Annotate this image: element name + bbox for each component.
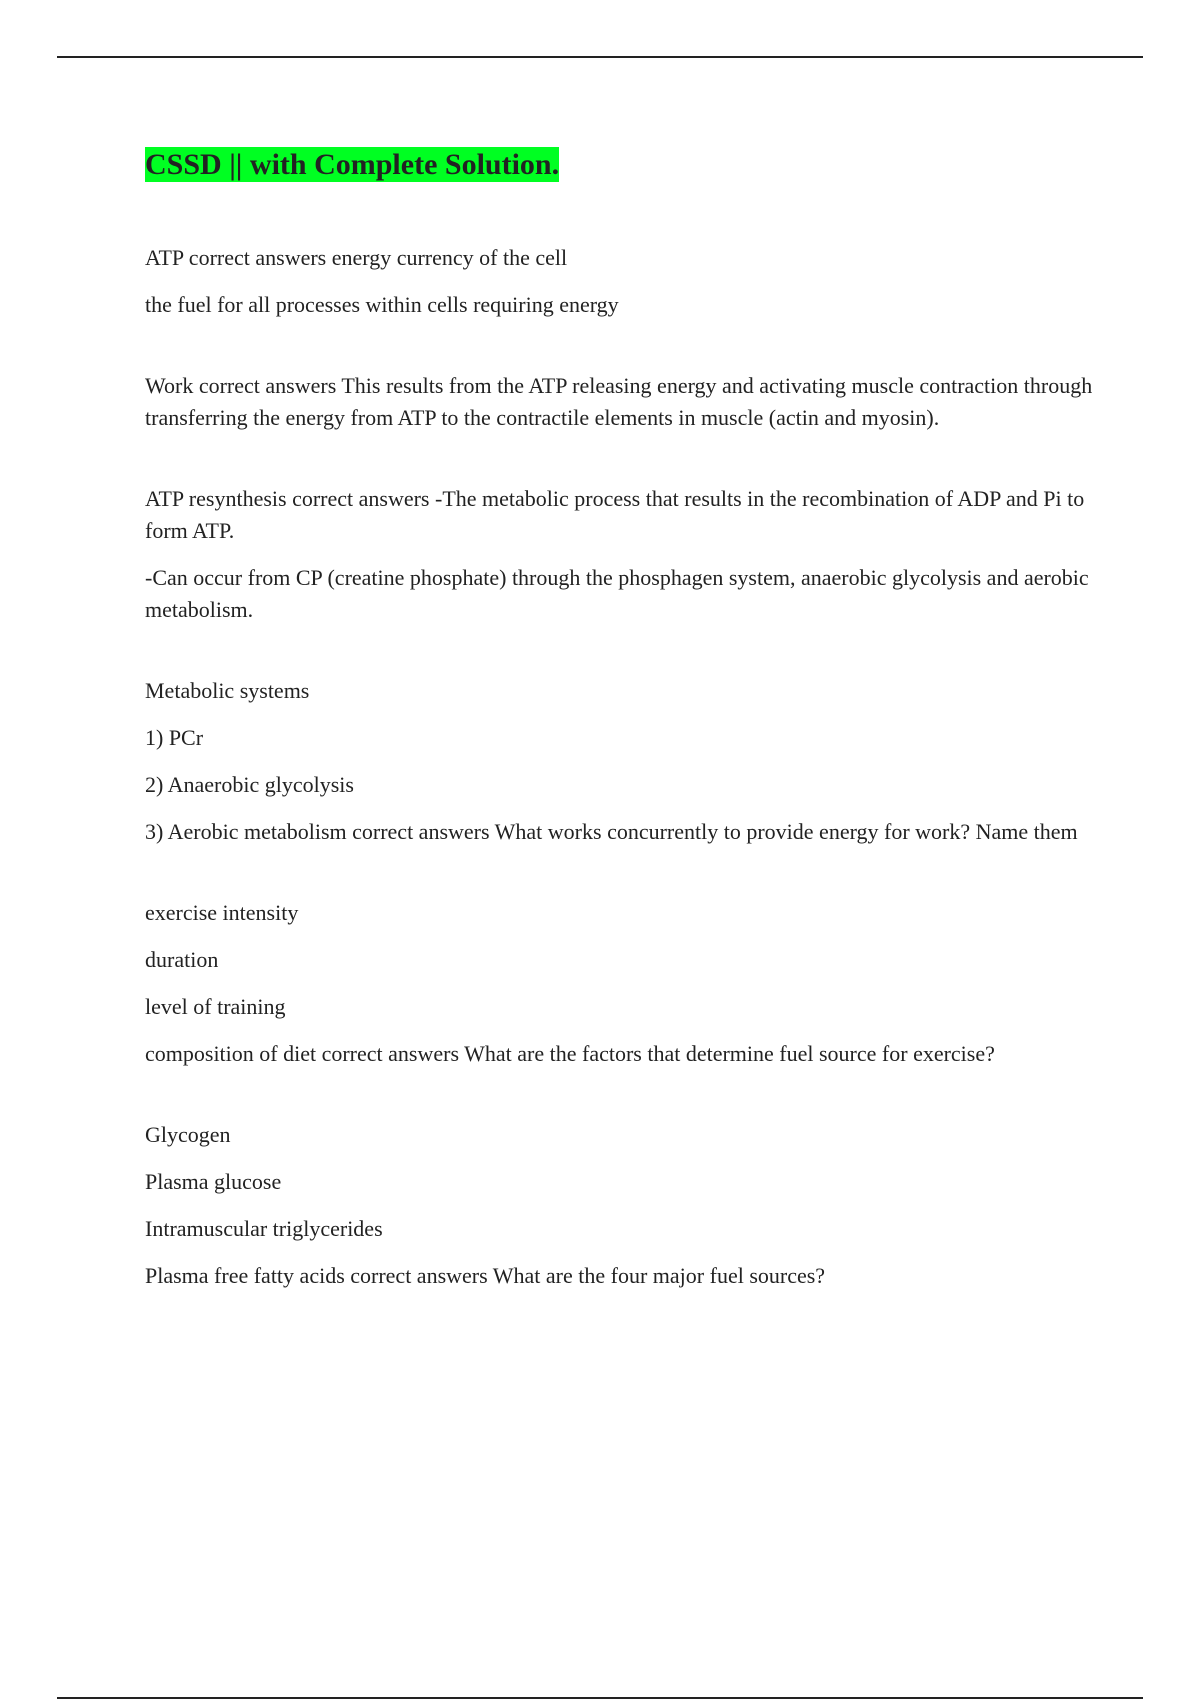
entry-paragraph: 3) Aerobic metabolism correct answers What works concurrently to provide energy for work? Name them	[145, 819, 1078, 844]
entry-paragraph: the fuel for all processes within cells requiring energy	[145, 292, 619, 317]
entry-paragraph: Plasma free fatty acids correct answers What are the four major fuel sources?	[145, 1263, 826, 1288]
qa-entry-atp	[145, 242, 1095, 321]
qa-entry-fuel-sources	[145, 1119, 1095, 1292]
entry-paragraph: 1) PCr	[145, 725, 204, 750]
qa-entry-work	[145, 370, 1095, 434]
top-rule	[57, 56, 1143, 58]
entry-paragraph: Glycogen	[145, 1122, 231, 1147]
entry-paragraph: exercise intensity	[145, 900, 299, 925]
entry-paragraph: level of training	[145, 994, 286, 1019]
entry-paragraph: ATP resynthesis correct answers -The metabolic process that results in the recombination of ADP and Pi to form ATP.	[145, 486, 1085, 543]
qa-entry-fuel-factors	[145, 897, 1095, 1070]
entry-paragraph: Metabolic systems	[145, 678, 310, 703]
entry-paragraph: composition of diet correct answers What are the factors that determine fuel source for exercise?	[145, 1041, 995, 1066]
entry-paragraph: duration	[145, 947, 219, 972]
entry-paragraph: Intramuscular triglycerides	[145, 1216, 383, 1241]
entry-paragraph: ATP correct answers energy currency of the cell	[145, 245, 568, 270]
qa-entries	[145, 242, 1095, 1292]
entry-paragraph: 2) Anaerobic glycolysis	[145, 772, 354, 797]
entry-paragraph: Work correct answers This results from the ATP releasing energy and activating muscle contraction through transferring the energy from ATP to the contractile elements in muscle (actin and myosin).	[145, 373, 1093, 430]
document-title	[145, 145, 1095, 185]
document-body	[145, 145, 1095, 1341]
qa-entry-metabolic-systems	[145, 675, 1095, 848]
bottom-rule	[57, 1697, 1143, 1699]
entry-paragraph: -Can occur from CP (creatine phosphate) through the phosphagen system, anaerobic glycolysis and aerobic metabolism.	[145, 565, 1089, 622]
entry-paragraph: Plasma glucose	[145, 1169, 282, 1194]
qa-entry-atp-resynthesis	[145, 483, 1095, 626]
title-highlight: CSSD || with Complete Solution.	[145, 148, 560, 181]
